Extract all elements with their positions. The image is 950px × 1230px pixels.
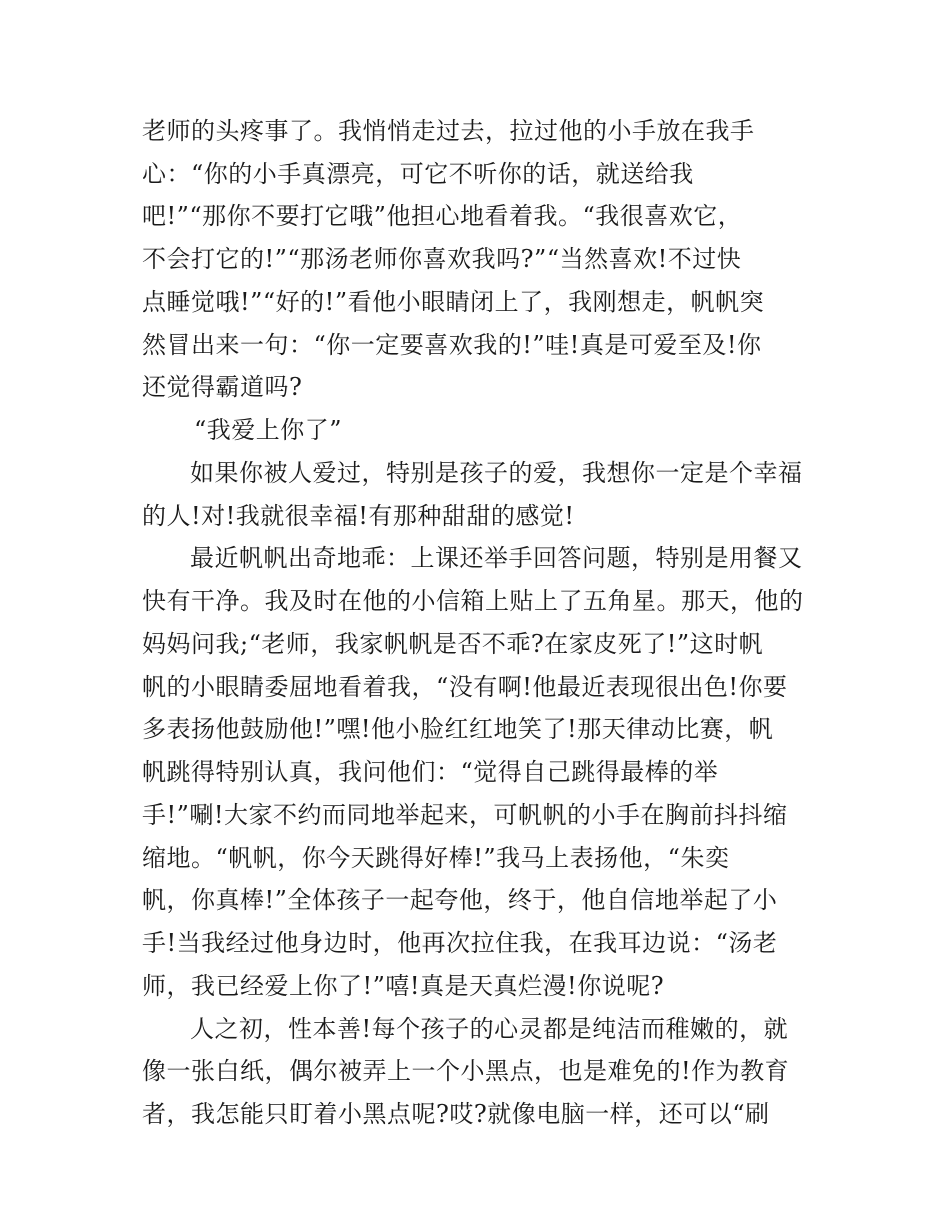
- text-line-20: 手!当我经过他身边时，他再次拉住我，在我耳边说：“汤老: [142, 929, 778, 957]
- text-line-23: 像一张白纸，偶尔被弄上一个小黑点，也是难免的!作为教育: [142, 1057, 790, 1085]
- text-line-22: 人之初，性本善!每个孩子的心灵都是纯洁而稚嫩的，就: [190, 1015, 789, 1043]
- text-line-1: 老师的头疼事了。我悄悄走过去，拉过他的小手放在我手: [142, 117, 755, 145]
- text-line-5: 点睡觉哦!”“好的!”看他小眼睛闭上了，我刚想走，帆帆突: [142, 288, 765, 316]
- section-heading: “我爱上你了”: [194, 416, 343, 444]
- text-line-18: 缩地。“帆帆，你今天跳得好棒!”我马上表扬他，“朱奕: [142, 844, 730, 872]
- text-line-11: 最近帆帆出奇地乖：上课还举手回答问题，特别是用餐又: [190, 544, 803, 572]
- text-line-2: 心：“你的小手真漂亮，可它不听你的话，就送给我: [142, 160, 694, 188]
- text-line-10: 的人!对!我就很幸福!有那种甜甜的感觉!: [142, 502, 575, 530]
- text-line-24: 者，我怎能只盯着小黑点呢?哎?就像电脑一样，还可以“刷: [142, 1100, 770, 1128]
- text-line-13: 妈妈问我;“老师，我家帆帆是否不乖?在家皮死了!”这时帆: [142, 630, 764, 658]
- text-line-4: 不会打它的!”“那汤老师你喜欢我吗?”“当然喜欢!不过快: [142, 245, 742, 273]
- text-line-3: 吧!”“那你不要打它哦”他担心地看着我。“我很喜欢它，: [142, 202, 743, 230]
- text-line-14: 帆的小眼睛委屈地看着我，“没有啊!他最近表现很出色!你要: [142, 673, 788, 701]
- text-line-6: 然冒出来一句：“你一定要喜欢我的!”哇!真是可爱至及!你: [142, 331, 762, 359]
- text-line-21: 师，我已经爱上你了!”嘻!真是天真烂漫!你说呢?: [142, 972, 665, 1000]
- text-line-12: 快有干净。我及时在他的小信箱上贴上了五角星。那天，他的: [142, 587, 804, 615]
- text-line-9: 如果你被人爱过，特别是孩子的爱，我想你一定是个幸福: [190, 459, 803, 487]
- text-line-19: 帆，你真棒!”全体孩子一起夸他，终于，他自信地举起了小: [142, 886, 778, 914]
- text-line-17: 手!”唰!大家不约而同地举起来，可帆帆的小手在胸前抖抖缩: [142, 801, 788, 829]
- text-line-15: 多表扬他鼓励他!”嘿!他小脸红红地笑了!那天律动比赛，帆: [142, 715, 774, 743]
- text-line-7: 还觉得霸道吗?: [142, 373, 303, 401]
- text-line-16: 帆跳得特别认真，我问他们：“觉得自己跳得最棒的举: [142, 758, 719, 786]
